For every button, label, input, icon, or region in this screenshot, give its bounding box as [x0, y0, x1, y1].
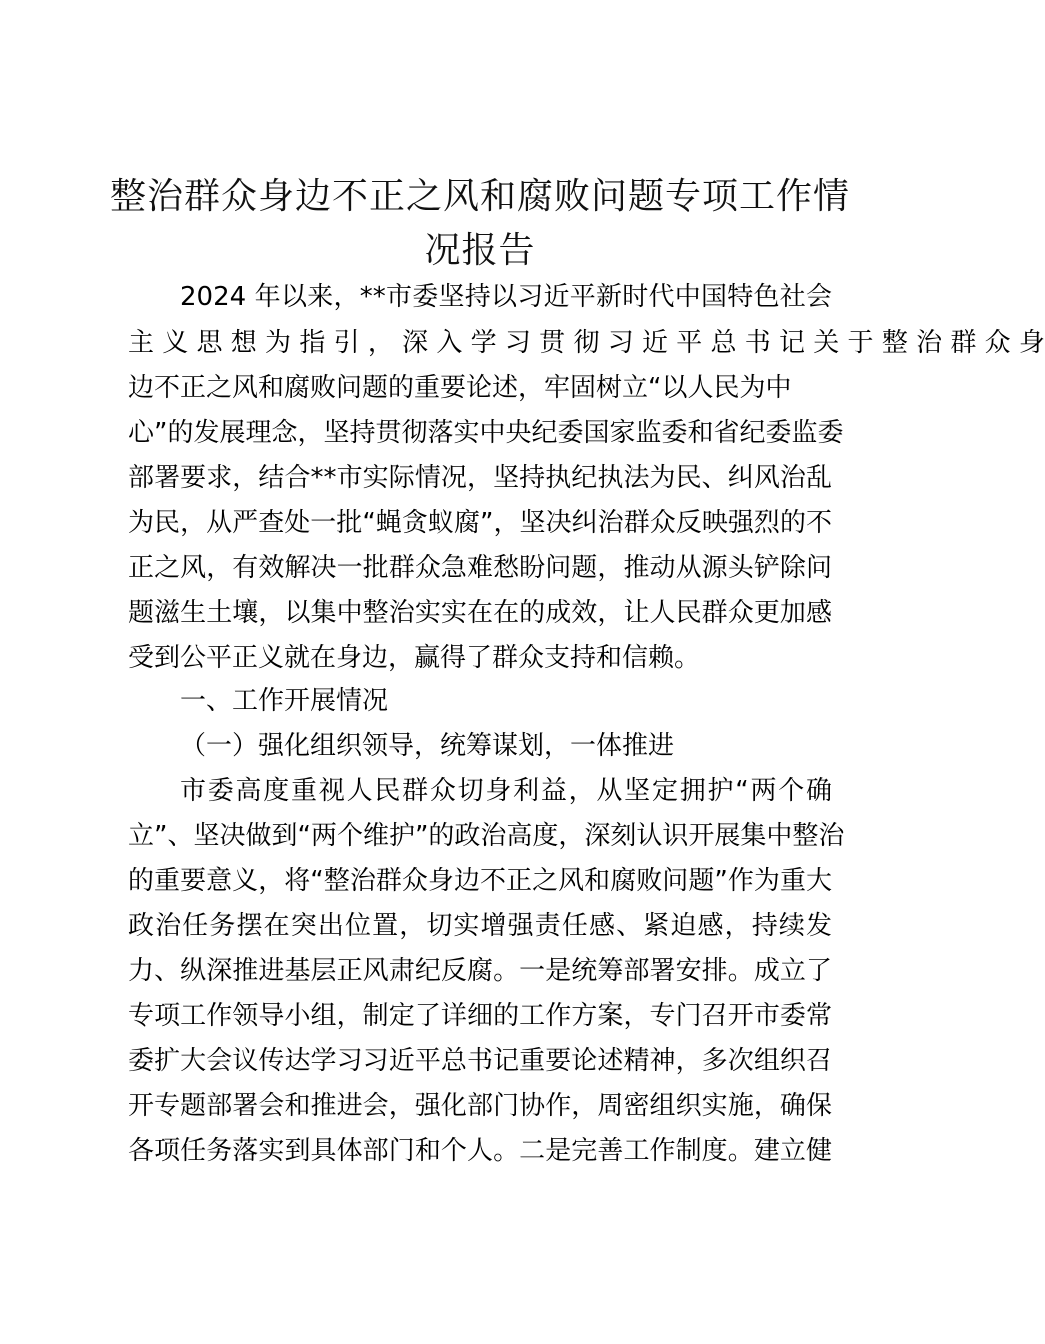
paragraph-line: 部署要求，结合**市实际情况，坚持执纪执法为民、纠风治乱 [128, 463, 832, 493]
subsection-heading: （一）强化组织领导，统筹谋划，一体推进 [180, 731, 675, 761]
paragraph-line: 正之风，有效解决一批群众急难愁盼问题，推动从源头铲除问 [128, 553, 832, 583]
paragraph-line: 立”、坚决做到“两个维护”的政治高度，深刻认识开展集中整治 [128, 821, 845, 851]
paragraph-line: 主 义 思 想 为 指 引 ， 深 入 学 习 贯 彻 习 近 平 总 书 记 关 于 整 治 群 众 身 [128, 328, 1045, 358]
paragraph-line: 委扩大会议传达学习习近平总书记重要论述精神，多次组织召 [128, 1046, 832, 1076]
section-heading: 一、工作开展情况 [180, 686, 389, 716]
paragraph-line: 政治任务摆在突出位置，切实增强责任感、紧迫感，持续发 [128, 911, 832, 941]
paragraph-line: 力、纵深推进基层正风肃纪反腐。一是统筹部署安排。成立了 [128, 956, 832, 986]
paragraph-line: 题滋生土壤，以集中整治实实在在的成效，让人民群众更加感 [128, 598, 832, 628]
paragraph-line: 边不正之风和腐败问题的重要论述，牢固树立“以人民为中 [128, 373, 792, 403]
paragraph-line: 心”的发展理念，坚持贯彻落实中央纪委国家监委和省纪委监委 [128, 418, 844, 448]
paragraph-line: 市委高度重视人民群众切身利益，从坚定拥护“两个确 [180, 776, 832, 806]
paragraph-line: 开专题部署会和推进会，强化部门协作，周密组织实施，确保 [128, 1091, 832, 1121]
paragraph-line: 的重要意义，将“整治群众身边不正之风和腐败问题”作为重大 [128, 866, 832, 896]
paragraph-line: 各项任务落实到具体部门和个人。二是完善工作制度。建立健 [128, 1136, 832, 1166]
document-title: 整治群众身边不正之风和腐败问题专项工作情况报告 [109, 176, 850, 271]
paragraph-line: 2024 年以来，**市委坚持以习近平新时代中国特色社会 [180, 282, 832, 312]
paragraph-line: 为民，从严查处一批“蝇贪蚁腐”，坚决纠治群众反映强烈的不 [128, 508, 832, 538]
paragraph-line: 受到公平正义就在身边，赢得了群众支持和信赖。 [128, 643, 701, 673]
paragraph-line: 专项工作领导小组，制定了详细的工作方案，专门召开市委常 [128, 1001, 832, 1031]
